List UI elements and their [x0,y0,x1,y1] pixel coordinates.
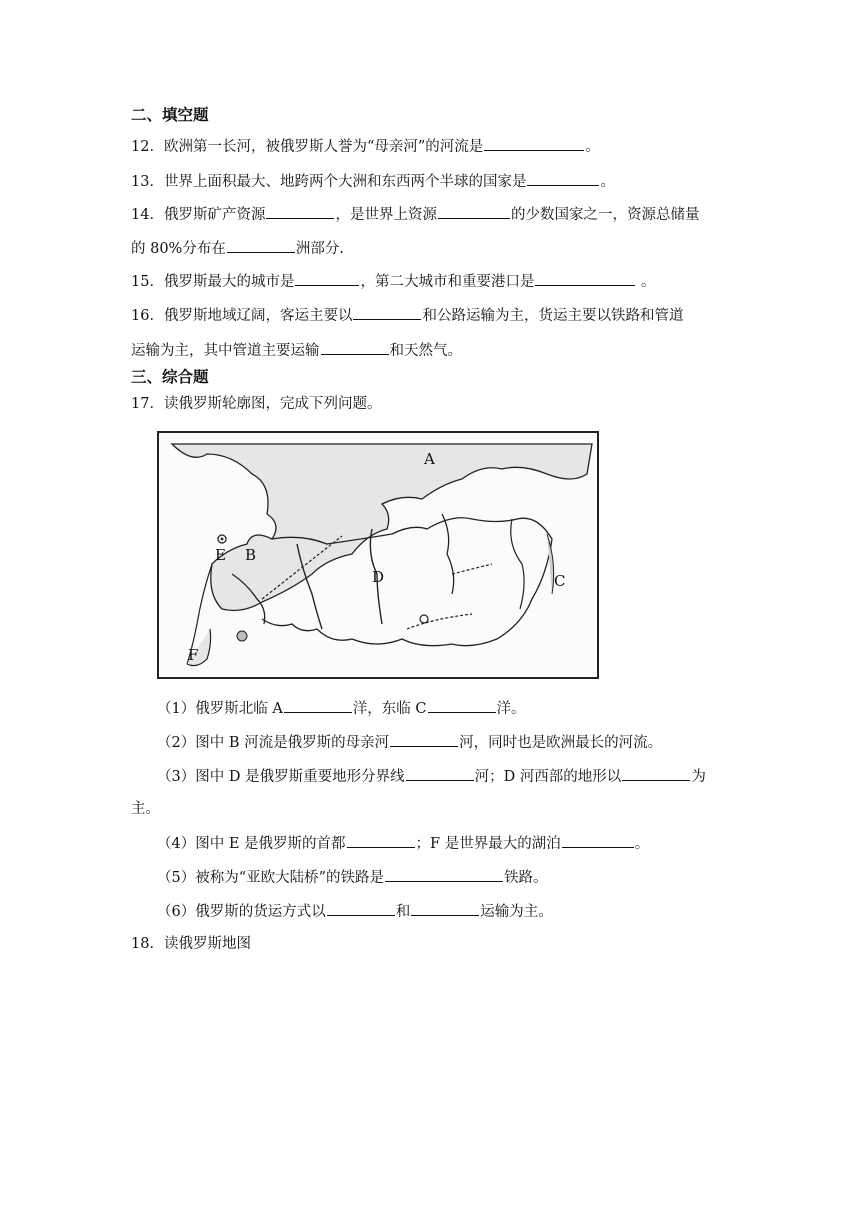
question-14-line-2 [131,237,731,259]
question-16-line-2 [131,339,731,361]
map-label-d: D [372,568,385,586]
q17-2-text-a: （2）图中 B 河流是俄罗斯的母亲河 [157,735,390,751]
q17-6-text-b: 和 [395,904,411,920]
answer-blank[interactable] [535,270,635,286]
q17-1-text-b: 洋，东临 C [352,701,427,717]
q14-text-c: 的少数国家之一，资源总储量 [510,207,700,223]
q15-text-a: 15．俄罗斯最大的城市是 [131,274,295,290]
map-label-f: F [188,646,199,664]
answer-blank[interactable] [438,203,510,219]
answer-blank[interactable] [385,866,503,882]
map-label-e: E [215,546,226,564]
q17-6-text-c: 运输为主。 [480,904,553,920]
map-label-a: A [424,450,435,468]
q16-text-a: 16．俄罗斯地域辽阔，客运主要以 [131,308,353,324]
question-17-part-1 [157,697,757,719]
answer-blank[interactable] [295,270,359,286]
russia-outline-map [152,424,602,684]
q17-4-text-a: （4）图中 E 是俄罗斯的首都 [157,836,346,852]
q13-text: 13．世界上面积最大、地跨两个大洲和东西两个半球的国家是 [131,174,527,190]
answer-blank[interactable] [266,203,334,219]
question-12 [131,135,731,157]
q15-end: 。 [636,274,656,290]
q14-text-a: 14．俄罗斯矿产资源 [131,207,266,223]
section-3-title: 三、综合题 [131,368,209,386]
q14-text-e: 洲部分. [295,241,344,257]
small-lake [237,631,247,641]
map-label-b: B [245,546,257,564]
question-17-intro: 17．读俄罗斯轮廓图，完成下列问题。 [131,396,382,412]
question-14-line-1 [131,203,731,225]
answer-blank[interactable] [390,731,458,747]
q16-text-b: 和公路运输为主，货运主要以铁路和管道 [422,308,684,324]
question-15 [131,270,731,292]
q17-4-text-c: 。 [634,836,650,852]
q14-text-d: 的 80%分布在 [131,241,226,257]
q17-5-text-b: 铁路。 [504,870,548,886]
answer-blank[interactable] [227,237,295,253]
question-17-part-3-line-1 [157,765,757,787]
answer-blank[interactable] [562,832,634,848]
q16-text-c: 运输为主，其中管道主要运输 [131,343,320,359]
question-17-part-5 [157,866,757,888]
question-18-intro: 18．读俄罗斯地图 [131,936,251,952]
answer-blank[interactable] [484,135,584,151]
q12-text: 12．欧洲第一长河，被俄罗斯人誉为“母亲河”的河流是 [131,139,484,155]
q17-3-text-b: 河；D 河西部的地形以 [474,769,622,785]
q14-text-b: ，是世界上资源 [335,207,437,223]
q13-end: 。 [600,174,615,190]
q17-2-text-b: 河，同时也是欧洲最长的河流。 [459,735,663,751]
answer-blank[interactable] [353,304,421,320]
answer-blank[interactable] [428,697,496,713]
question-17-part-4 [157,832,757,854]
q17-5-text-a: （5）被称为“亚欧大陆桥”的铁路是 [157,870,385,886]
capital-dot [221,538,224,541]
answer-blank[interactable] [347,832,415,848]
q15-text-b: ，第二大城市和重要港口是 [360,274,535,290]
q17-1-text-a: （1）俄罗斯北临 A [157,701,283,717]
question-17-part-6 [157,900,757,922]
q17-1-text-c: 洋。 [496,701,526,717]
section-2-title: 二、填空题 [131,106,209,124]
question-17-part-2 [157,731,757,753]
answer-blank[interactable] [327,900,395,916]
question-17-part-3-line-2: 主。 [131,801,160,817]
q17-3-text-c: 为 [691,769,706,785]
q17-3-text-a: （3）图中 D 是俄罗斯重要地形分界线 [157,769,405,785]
russia-map-svg [152,424,602,684]
map-label-c: C [554,572,566,590]
answer-blank[interactable] [321,339,389,355]
question-16-line-1 [131,304,731,326]
q16-text-d: 和天然气。 [389,343,462,359]
question-13 [131,170,731,192]
answer-blank[interactable] [411,900,479,916]
q17-4-text-b: ；F 是世界最大的湖泊 [415,836,561,852]
answer-blank[interactable] [284,697,352,713]
q12-end: 。 [585,139,600,155]
answer-blank[interactable] [406,765,474,781]
q17-6-text-a: （6）俄罗斯的货运方式以 [157,904,326,920]
answer-blank[interactable] [622,765,690,781]
answer-blank[interactable] [527,170,599,186]
